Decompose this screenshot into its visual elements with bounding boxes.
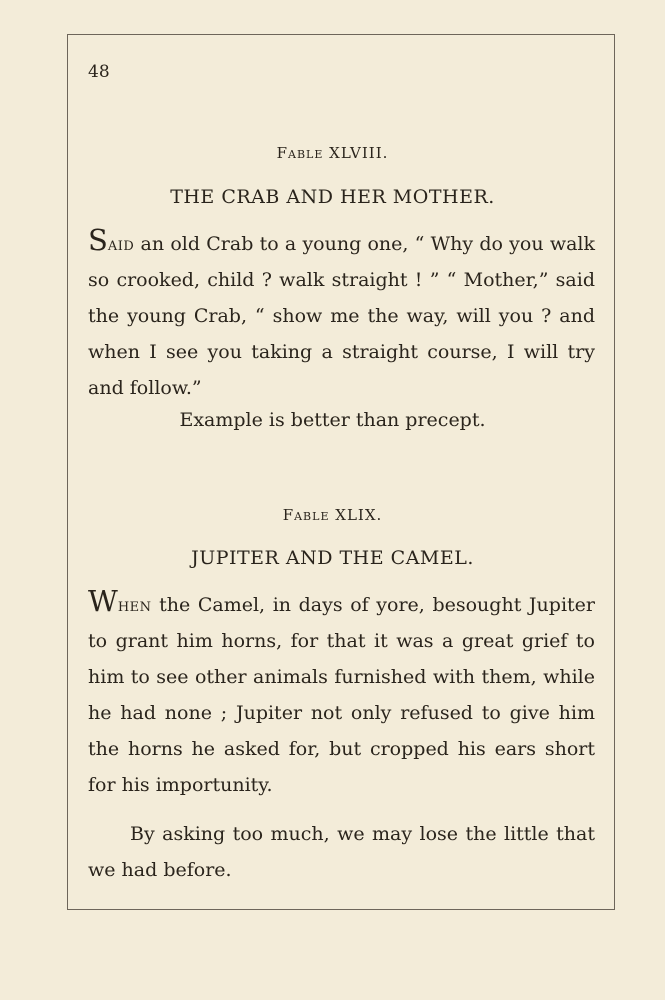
fable-moral: Example is better than precept. [179, 409, 486, 431]
fable-body [88, 223, 595, 406]
drop-cap: W [88, 584, 118, 618]
fable-label-numeral: XLIX. [335, 506, 383, 524]
fable-label-prefix: Fable [282, 506, 330, 524]
lead-word-rest: aid [107, 233, 135, 255]
page-number: 48 [88, 62, 110, 82]
fable-moral: By asking too much, we may lose the little that we had before. [88, 823, 595, 881]
fable-body-text: the Camel, in days of yore, besought Jupiter to grant him horns, for that it was a great grief to him to see other animals furnished with them, while he had none ; Jupiter not only refused to give him the horns he asked for, but cropped his ears short for his importunity. [88, 594, 595, 796]
fable-label [0, 505, 665, 525]
fable-label [0, 143, 665, 163]
fable-body-text: an old Crab to a young one, “ Why do you walk so crooked, child ? walk straight ! ” “ Mother,” said the young Crab, “ show me the way, will you ? and when I see you taking a straight course, I will try and follow.” [88, 233, 595, 399]
drop-cap: S [88, 223, 108, 257]
fable-body [88, 584, 595, 803]
fable-title: JUPITER AND THE CAMEL. [191, 547, 474, 569]
lead-word-rest: hen [117, 594, 152, 616]
fable-title: THE CRAB AND HER MOTHER. [170, 186, 495, 208]
fable-label-prefix: Fable [276, 144, 324, 162]
fable-label-numeral: XLVIII. [329, 144, 389, 162]
